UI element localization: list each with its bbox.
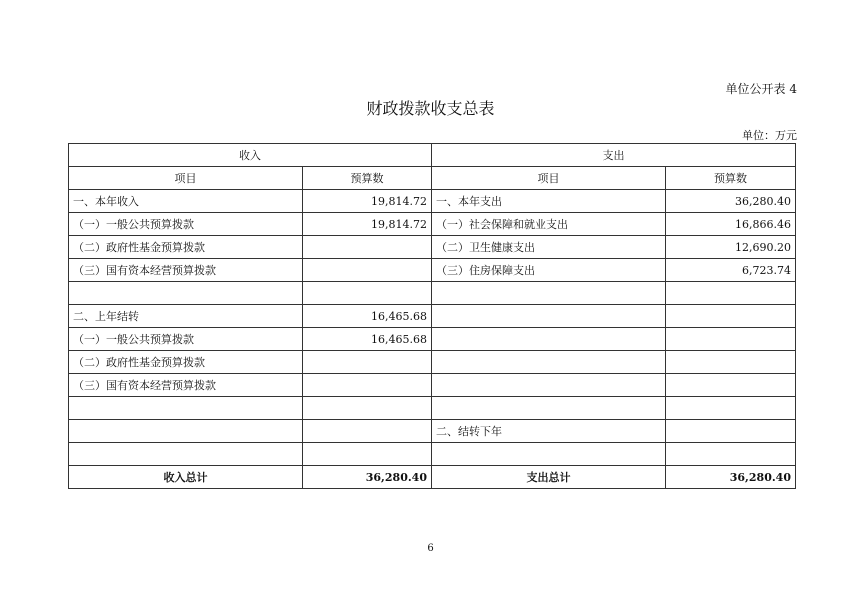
table-row (69, 374, 796, 397)
income-item-cell: 二、上年结转 (69, 305, 303, 328)
income-group-header: 收入 (69, 144, 432, 167)
income-item-cell (69, 420, 303, 443)
expense-item-cell: （一）社会保障和就业支出 (432, 213, 666, 236)
income-item-cell: （一）一般公共预算拨款 (69, 328, 303, 351)
table-row (69, 443, 796, 466)
income-budget-header: 预算数 (303, 167, 432, 190)
expense-value-cell (666, 397, 796, 420)
totals-row (69, 466, 796, 489)
income-value-cell (303, 259, 432, 282)
expense-item-cell: 二、结转下年 (432, 420, 666, 443)
table-body (69, 190, 796, 466)
income-value-cell: 19,814.72 (303, 190, 432, 213)
expense-value-cell (666, 282, 796, 305)
expense-item-cell (432, 305, 666, 328)
financial-summary-table (68, 143, 796, 489)
income-item-cell: （二）政府性基金预算拨款 (69, 351, 303, 374)
expense-group-header: 支出 (432, 144, 796, 167)
table-row (69, 236, 796, 259)
income-item-cell (69, 282, 303, 305)
income-item-cell: （三）国有资本经营预算拨款 (69, 259, 303, 282)
table-row (69, 397, 796, 420)
table-row (69, 328, 796, 351)
expense-item-cell (432, 351, 666, 374)
expense-item-header: 项目 (432, 167, 666, 190)
expense-value-cell (666, 374, 796, 397)
expense-value-cell: 6,723.74 (666, 259, 796, 282)
expense-item-cell (432, 443, 666, 466)
income-value-cell: 16,465.68 (303, 328, 432, 351)
table-label: 单位公开表 4 (725, 82, 797, 96)
table-row (69, 259, 796, 282)
table-row (69, 305, 796, 328)
expense-total-label: 支出总计 (432, 466, 666, 489)
income-item-cell: （二）政府性基金预算拨款 (69, 236, 303, 259)
income-total-value: 36,280.40 (303, 466, 432, 489)
income-value-cell (303, 443, 432, 466)
expense-item-cell (432, 282, 666, 305)
expense-total-value: 36,280.40 (666, 466, 796, 489)
expense-value-cell: 16,866.46 (666, 213, 796, 236)
income-total-label: 收入总计 (69, 466, 303, 489)
expense-value-cell (666, 305, 796, 328)
expense-value-cell: 36,280.40 (666, 190, 796, 213)
expense-value-cell (666, 420, 796, 443)
income-item-cell: （一）一般公共预算拨款 (69, 213, 303, 236)
table-row (69, 420, 796, 443)
expense-item-cell: （三）住房保障支出 (432, 259, 666, 282)
table-row (69, 351, 796, 374)
column-header-row (69, 167, 796, 190)
income-value-cell: 19,814.72 (303, 213, 432, 236)
income-value-cell (303, 236, 432, 259)
income-item-header: 项目 (69, 167, 303, 190)
income-item-cell: （三）国有资本经营预算拨款 (69, 374, 303, 397)
income-value-cell (303, 374, 432, 397)
page-title: 财政拨款收支总表 (366, 99, 495, 118)
expense-item-cell: （二）卫生健康支出 (432, 236, 666, 259)
group-header-row (69, 144, 796, 167)
income-value-cell (303, 351, 432, 374)
page-number: 6 (427, 543, 434, 554)
income-value-cell (303, 397, 432, 420)
expense-item-cell (432, 374, 666, 397)
expense-item-cell (432, 328, 666, 351)
income-value-cell (303, 420, 432, 443)
unit-label: 单位：万元 (742, 129, 797, 142)
income-value-cell (303, 282, 432, 305)
income-item-cell (69, 443, 303, 466)
income-item-cell: 一、本年收入 (69, 190, 303, 213)
expense-value-cell (666, 328, 796, 351)
expense-item-cell (432, 397, 666, 420)
expense-value-cell (666, 351, 796, 374)
table-row (69, 213, 796, 236)
expense-item-cell: 一、本年支出 (432, 190, 666, 213)
expense-value-cell (666, 443, 796, 466)
table-row (69, 190, 796, 213)
expense-value-cell: 12,690.20 (666, 236, 796, 259)
expense-budget-header: 预算数 (666, 167, 796, 190)
table-row (69, 282, 796, 305)
income-value-cell: 16,465.68 (303, 305, 432, 328)
income-item-cell (69, 397, 303, 420)
